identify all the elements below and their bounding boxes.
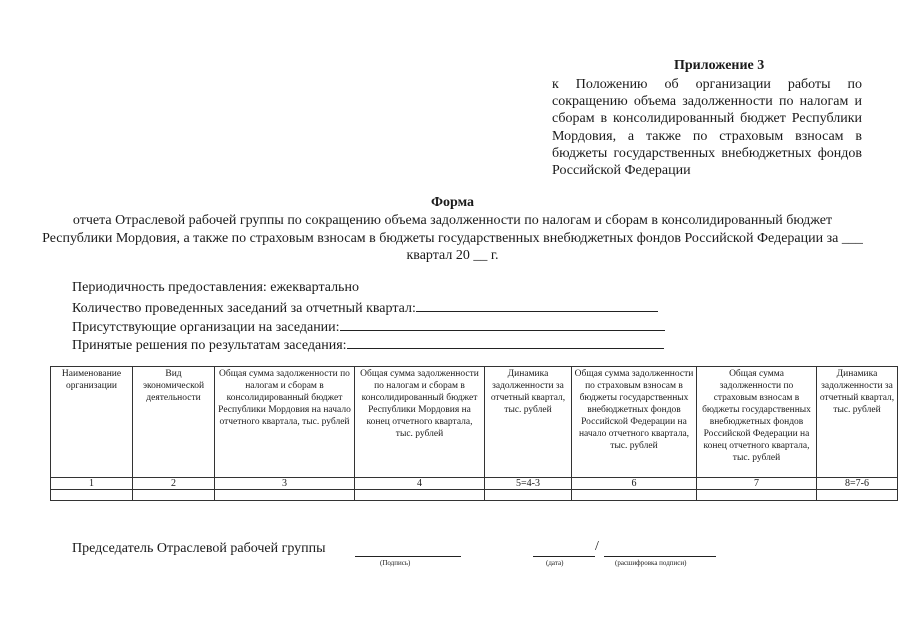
caption-signature: (Подпись) [380, 559, 411, 567]
report-table [50, 366, 898, 501]
header-cell: Наименование организации [51, 367, 133, 478]
info-periodicity-text: Периодичность предоставления: ежеквартально [72, 280, 359, 295]
decisions-field[interactable] [347, 336, 664, 349]
appendix-text: к Положению об организации работы по сокращению объема задолженности по налогам и сборам в консолидированный бюджет Республики Мордовия, а также по страховым взносам в бюджеты государственных внебюджетных фондов Российской Федерации [552, 77, 862, 179]
info-meetings-count [72, 299, 658, 317]
form-title: Форма [430, 195, 475, 210]
header-cell: Общая сумма задолженности по страховым взносам в бюджеты государственных внебюджетных фондов Российской Федерации на начало отчетного квартала, тыс. рублей [572, 367, 697, 478]
organizations-present-field[interactable] [340, 318, 665, 331]
info-organizations-present [72, 318, 665, 336]
header-cell: Общая сумма задолженности по налогам и сборам в консолидированный бюджет Республики Мордовия на конец отчетного квартала, тыс. рублей [355, 367, 485, 478]
column-number: 7 [697, 478, 817, 490]
table-cell[interactable] [133, 490, 215, 501]
table-cell[interactable] [215, 490, 355, 501]
info-meetings-count-label: Количество проведенных заседаний за отчетный квартал: [72, 301, 416, 316]
decoding-line[interactable] [604, 556, 716, 557]
column-number: 1 [51, 478, 133, 490]
info-decisions [72, 336, 664, 354]
table-row [51, 490, 898, 501]
date-line[interactable] [533, 556, 595, 557]
column-number: 4 [355, 478, 485, 490]
column-number: 8=7-6 [817, 478, 898, 490]
column-number: 6 [572, 478, 697, 490]
table-cell[interactable] [817, 490, 898, 501]
info-periodicity [72, 280, 359, 296]
table-cell[interactable] [51, 490, 133, 501]
header-cell: Динамика задолженности за отчетный квартал, тыс. рублей [817, 367, 898, 478]
table-header-row [51, 367, 898, 478]
appendix-title: Приложение 3 [674, 58, 765, 73]
form-subtitle: отчета Отраслевой рабочей группы по сокращению объема задолженности по налогам и сборам в консолидированный бюджет Республики Мордовия, а также по страховым взносам в бюджеты государственных внебюджетных фондов Российской Федерации за ___ квартал 20 __ г. [42, 213, 863, 263]
caption-date: (дата) [546, 559, 564, 567]
column-number: 3 [215, 478, 355, 490]
header-cell: Общая сумма задолженности по страховым взносам в бюджеты государственных внебюджетных фондов Российской Федерации на конец отчетного квартала, тыс. рублей [697, 367, 817, 478]
signature-slash: / [595, 539, 599, 554]
info-organizations-present-label: Присутствующие организации на заседании: [72, 320, 340, 335]
caption-decoding: (расшифровка подписи) [615, 559, 687, 567]
header-cell: Вид экономической деятельности [133, 367, 215, 478]
table-cell[interactable] [572, 490, 697, 501]
table-number-row [51, 478, 898, 490]
table-cell[interactable] [355, 490, 485, 501]
header-cell: Общая сумма задолженности по налогам и сборам в консолидированный бюджет Республики Мордовия на начало отчетного квартала, тыс. рублей [215, 367, 355, 478]
header-cell: Динамика задолженности за отчетный квартал, тыс. рублей [485, 367, 572, 478]
column-number: 5=4-3 [485, 478, 572, 490]
table-cell[interactable] [485, 490, 572, 501]
column-number: 2 [133, 478, 215, 490]
info-decisions-label: Принятые решения по результатам заседания: [72, 338, 347, 353]
table-cell[interactable] [697, 490, 817, 501]
meetings-count-field[interactable] [416, 299, 658, 312]
signature-line[interactable] [355, 556, 461, 557]
signature-label: Председатель Отраслевой рабочей группы [72, 541, 326, 556]
